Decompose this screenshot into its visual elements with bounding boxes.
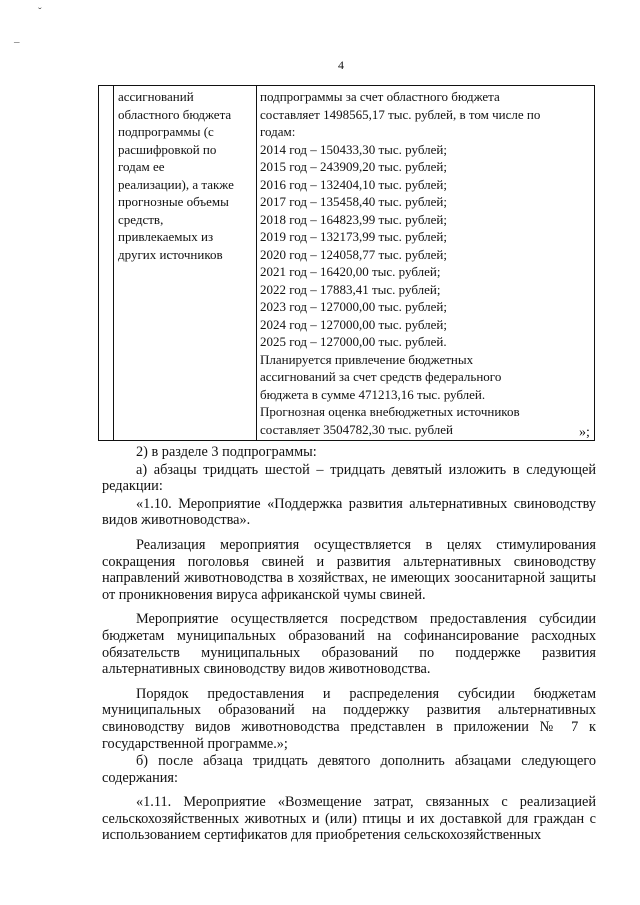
scan-mark-top: ˇ xyxy=(38,6,42,18)
table-empty-cell xyxy=(99,86,114,441)
value-line: бюджета в сумме 471213,16 тыс. рублей. xyxy=(260,386,486,402)
name-line: реализации), а также xyxy=(118,176,234,192)
scan-mark-left: – xyxy=(14,36,20,48)
value-line: 2015 год – 243909,20 тыс. рублей; xyxy=(260,159,447,174)
value-line: составляет 3504782,30 тыс. рублей xyxy=(260,421,453,437)
value-line: 2020 год – 124058,77 тыс. рублей; xyxy=(260,246,447,262)
paragraph: Мероприятие осуществляется посредством предоставления субсидии бюджетам муниципальных образований на софинансирование расходных обязательств муниципальных образований по поддержке развития альтернативных свиноводству видов животноводства. xyxy=(102,611,596,678)
name-line: расшифровкой по xyxy=(118,141,217,157)
paragraph: Реализация мероприятия осуществляется в целях стимулирования сокращения поголовья свиней и развития альтернативных свиноводству направлений животноводства в хозяйствах, не имеющих зоосанитарной защиты от проникновения вируса африканской чумы свиней. xyxy=(102,536,596,603)
value-line: 2025 год – 127000,00 тыс. рублей. xyxy=(260,334,447,349)
value-line: годам: xyxy=(260,124,296,139)
name-line: годам ее xyxy=(118,159,165,174)
closing-quote: »; xyxy=(579,425,590,440)
paragraph: «1.10. Мероприятие «Поддержка развития альтернативных свиноводству видов животноводства». xyxy=(102,495,596,529)
value-line: ассигнований за счет средств федерального xyxy=(260,369,502,384)
name-line: средств, xyxy=(118,211,164,227)
value-line: 2016 год – 132404,10 тыс. рублей; xyxy=(260,176,447,192)
value-line: 2019 год – 132173,99 тыс. рублей; xyxy=(260,229,447,244)
value-line: 2023 год – 127000,00 тыс. рублей; xyxy=(260,299,447,314)
value-line: 2024 год – 127000,00 тыс. рублей; xyxy=(260,316,447,332)
name-line: привлекаемых из xyxy=(118,229,214,244)
value-line: 2022 год – 17883,41 тыс. рублей; xyxy=(260,281,441,297)
table-value-cell xyxy=(257,86,595,441)
paragraph: Порядок предоставления и распределения субсидии бюджетам муниципальных образований на поддержку развития альтернативных свиноводству видов животноводства представлен в приложении № 7 к государственной программе.»; xyxy=(102,685,596,752)
page-number: 4 xyxy=(338,58,344,72)
value-line: 2021 год – 16420,00 тыс. рублей; xyxy=(260,264,441,279)
name-line: прогнозные объемы xyxy=(118,194,229,209)
value-line: составляет 1498565,17 тыс. рублей, в том числе по xyxy=(260,106,541,122)
budget-table xyxy=(98,85,595,441)
name-line: других источников xyxy=(118,246,223,262)
value-line: 2018 год – 164823,99 тыс. рублей; xyxy=(260,211,447,227)
paragraph: а) абзацы тридцать шестой – тридцать девятый изложить в следующей редакции: xyxy=(102,461,596,495)
name-line: ассигнований xyxy=(118,89,194,104)
paragraph: «1.11. Мероприятие «Возмещение затрат, связанных с реализацией сельскохозяйственных животных и (или) птицы и их доставкой для граждан с использованием сертификатов для приобретения сельскохозяйственных xyxy=(102,794,596,844)
value-line: Планируется привлечение бюджетных xyxy=(260,351,474,367)
value-line: Прогнозная оценка внебюджетных источников xyxy=(260,404,520,419)
name-line: подпрограммы (с xyxy=(118,124,214,139)
value-line: 2017 год – 135458,40 тыс. рублей; xyxy=(260,194,447,209)
value-line: 2014 год – 150433,30 тыс. рублей; xyxy=(260,141,447,157)
paragraph: б) после абзаца тридцать девятого дополнить абзацами следующего содержания: xyxy=(102,753,596,786)
table-row xyxy=(99,86,595,441)
table-name-cell xyxy=(114,86,257,441)
name-line: областного бюджета xyxy=(118,106,232,122)
paragraph: 2) в разделе 3 подпрограммы: xyxy=(136,444,317,460)
amendment-text xyxy=(102,444,596,844)
value-line: подпрограммы за счет областного бюджета xyxy=(260,89,500,104)
